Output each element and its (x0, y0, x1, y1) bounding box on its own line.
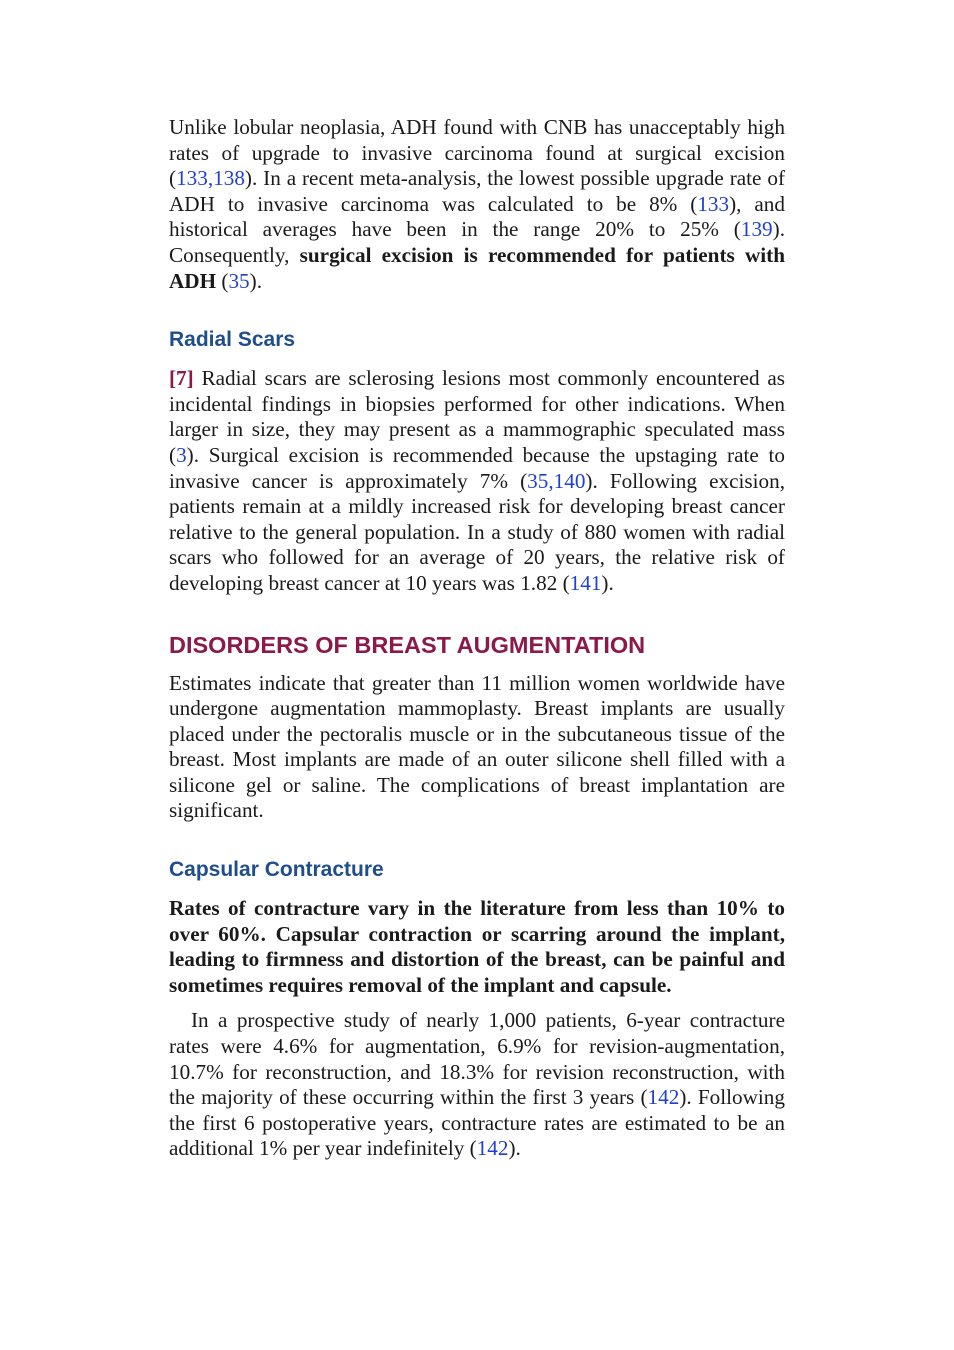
text-run: ), and historical averages have been in the range 20% to 25% ( (169, 191, 785, 242)
reference-link[interactable]: 133,138 (176, 166, 245, 191)
reference-link[interactable]: 35,140 (527, 468, 586, 493)
reference-link[interactable]: 3 (176, 442, 187, 467)
text-run: In a prospective study of nearly 1,000 patients, 6-year contracture rates were 4.6% for augmentation, 6.9% for revision-augmentation, 10.7% for reconstruction, and 18.3% for revision reconstruction, with the majority of these occurring within the first 3 years ( (169, 1008, 785, 1110)
text-run: ). Following the first 6 postoperative years, contracture rates are estimated to be an additional 1% per year indefinitely ( (169, 1085, 785, 1161)
capsular-study-paragraph (169, 1008, 785, 1162)
text-run: ( (216, 268, 229, 293)
augmentation-paragraph: Estimates indicate that greater than 11 million women worldwide have undergone augmentation mammoplasty. Breast implants are usually placed under the pectoralis muscle or in the subcutaneous tissue of the breast. Most implants are made of an outer silicone shell filled with a silicone gel or saline. The complications of breast implantation are significant. (169, 670, 785, 823)
capsular-contracture-heading: Capsular Contracture (169, 858, 384, 882)
radial-scars-paragraph (169, 366, 785, 596)
radial-scars-heading: Radial Scars (169, 328, 296, 352)
augmentation-section-heading: DISORDERS OF BREAST AUGMENTATION (169, 631, 646, 658)
text-run: ). (508, 1136, 521, 1161)
reference-link[interactable]: 142 (476, 1136, 509, 1161)
reference-link[interactable]: 35 (228, 268, 250, 293)
document-page (169, 115, 785, 1162)
text-run: Radial scars are sclerosing lesions most commonly encountered as incidental findings in biopsies performed for other indications. When larger in size, they may present as a mammographic speculated mass ( (169, 366, 785, 467)
text-run: ). Consequently, (169, 217, 785, 267)
reference-link[interactable]: 139 (740, 217, 773, 242)
citation-tag: [7] (169, 366, 194, 391)
text-run: ). (601, 570, 614, 595)
adh-paragraph (169, 115, 785, 294)
text-run: ). (249, 268, 262, 293)
capsular-summary-paragraph: Rates of contracture vary in the literature from less than 10% to over 60%. Capsular contraction or scarring around the implant, leading to firmness and distortion of the breast, can be painful and sometimes requires removal of the implant and capsule. (169, 896, 785, 997)
text-run: ). Surgical excision is recommended because the upstaging rate to invasive cancer is approximately 7% ( (169, 442, 785, 493)
text-run: ). Following excision, patients remain at a mildly increased risk for developing breast cancer relative to the general population. In a study of 880 women with radial scars who followed for an average of 20 years, the relative risk of developing breast cancer at 10 years was 1.82 ( (169, 468, 785, 595)
reference-link[interactable]: 142 (647, 1085, 680, 1110)
text-run: Unlike lobular neoplasia, ADH found with CNB has unacceptably high rates of upgrade to invasive carcinoma found at surgical excision ( (169, 115, 785, 191)
recommendation-bold: surgical excision is recommended for patients with ADH (169, 242, 785, 293)
text-run: ). In a recent meta-analysis, the lowest possible upgrade rate of ADH to invasive carcinoma was calculated to be 8% ( (169, 166, 785, 216)
reference-link[interactable]: 133 (697, 191, 730, 216)
reference-link[interactable]: 141 (569, 570, 602, 595)
